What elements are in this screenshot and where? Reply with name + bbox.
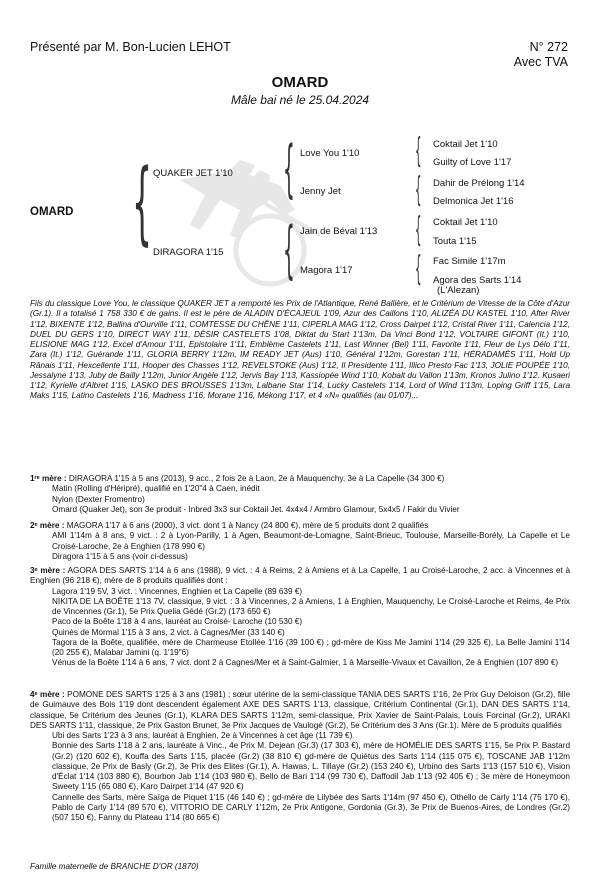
mere1-line: Nylon (Dexter Fromentro) — [52, 494, 145, 504]
brace-sire: { — [283, 132, 295, 205]
mere1-label: 1ʳᵉ mère : — [30, 474, 67, 483]
mere2-line: Diragora 1'15 à 5 ans (voir ci-dessus) — [52, 551, 188, 561]
brace-gen1: { — [132, 150, 153, 255]
brace-ds: { — [415, 210, 422, 250]
mere4-line: Bonnie des Sarts 1'18 à 2 ans, lauréate à Vinc., 4e Prix M. Dejean (Gr.3) (17 303 €), mère de HOMÉLIE DES SARTS 1'15, 5e Prix P. Bastard (Gr.2) (120 602 €), Kouffa des Sarts 1'15, placée (Gr.2) (38 810 €) gd-mère de Quiétus des Sarts 1'14 (115 075 €), TOSCANE JAB 1'12m classique, 2e Prix de Basly (Gr.2), 3e Prix des Elites (Gr.1), A. Hawas, L. Tillaye (Gr.2) (153 240 €), Urbino des Sarts 1'13 (157 510 €), Vision d'Éclat 1'14 (103 880 €), Bourbon Jab 1'14 (103 980 €), Bello de Bari 1'14 (99 730 €), Daffodil Jab 1'13 (92 405 €) ; 3e mère de Honeymoon Sweety 1'15 (65 080 €), Karo Dairpet 1'14 (47 920 €) — [52, 741, 570, 792]
mere2-label: 2ᵉ mère : — [30, 521, 65, 530]
pedigree-dsd: Touta 1'15 — [433, 236, 477, 247]
mere3-line: Quinès de Mormal 1'15 à 3 ans, 2 vict. à Cagnes/Mer (33 140 €) — [52, 627, 285, 637]
section-mere3 — [30, 566, 570, 669]
mere3-line: NIKITA DE LA BOÊTE 1'13 7V, classique, 9 vict. : 3 à Vincennes, 2 à Amiens, 1 à Enghien, Mauquenchy, Le Croisé-Laroche et Reims, 4e Prix de Vincennes (Gr.1), 5e Prix Quelia Gédé (Gr.2) (173 650 €) — [52, 596, 570, 616]
mere4-line: Ubi des Sarts 1'23 à 3 ans, lauréat à Enghien, 2e à Vincennes à cet âge (11 739 €) — [52, 731, 353, 740]
pedigree-sds: Dahir de Prélong 1'14 — [433, 178, 525, 189]
pedigree-ss: Love You 1'10 — [300, 148, 360, 159]
vat-status: Avec TVA — [513, 55, 568, 69]
mere1-head: DIRAGORA 1'15 à 5 ans (2013), 9 acc., 2 fois 2e à Laon, 2e à Mauquenchy, 3e à La Capelle (34 300 €) — [68, 474, 445, 483]
lot-number: N° 272 — [529, 40, 568, 54]
pedigree-dam: DIRAGORA 1'15 — [153, 247, 224, 258]
pedigree-chart — [0, 130, 600, 295]
mere2-line: AMI 1'14m à 8 ans, 9 vict. : 2 à Lyon-Parilly, 1 à Agen, Beaumont-de-Lomagne, Saint-Brieuc, Toulouse, Marseille-Borély, La Capelle et Le Croisé-Laroche, 2e à Enghien (178 990 €) — [52, 531, 570, 551]
brace-dam: { — [283, 213, 295, 286]
mere2-head: MAGORA 1'17 à 6 ans (2000), 3 vict. dont 1 à Nancy (24 800 €), mère de 5 produits dont 2 qualifiés — [66, 521, 429, 530]
pedigree-dds: Fac Simile 1'17m — [433, 256, 506, 267]
section-mere2 — [30, 521, 570, 562]
brace-sd: { — [415, 170, 422, 210]
mere4-label: 4ᵉ mère : — [30, 690, 65, 699]
sire-paragraph: Fils du classique Love You, le classique QUAKER JET a remporté les Prix de l'Atlantique, René Ballière, et le Critérium de Vitesse de la Côte d'Azur (Gr.1). Il a totalisé 1 758 330 € de gains. Il est le père de ALADIN D'ÉCAJEUL 1'09, Azur des Caillons 1'10, ALIZÉA DU KASTEL 1'10, After River 1'12, BIXENTE 1'12, Ballina d'Ourville 1'11, COMTESSE DU CHÊNE 1'11, CIPERLA MAG 1'12, Cross Dairpet 1'12, Cristal River 1'11, Calencia 1'12, DUEL DU GERS 1'10, DIRECT WAY 1'11, DÉSIR CASTELETS 1'08, Diktat du Start 1'13m, Da Vinci Bond 1'12, VOLTAIRE GIFONT (It.) 1'10, ELISIONE MAG 1'12, Excel d'Amour 1'11, Epistolaire 1'11, Emblème Castelets 1'11, Last Winner (Bel) 1'11, Favorite 1'11, Fleur de Lys Délo 1'11, Zara (It.) 1'12, Guérande 1'11, GLORIA BERRY 1'12m, IM READY JET (Aus) 1'10, Général 1'12m, Gorestan 1'11, HÉRADAMÈS 1'11, Hold Up Rânais 1'11, Hexcellente 1'11, Hooper des Chasses 1'12, REVELSTOKE (Aus) 1'12, Il Presidente 1'11, Illico Presto Fac 1'13, JOLIE POUPÉE 1'10, Jessalyne 1'13, Juby de Bailly 1'12m, Junior Angèle 1'12, Jervis Bay 1'13, Kassiopée Wind 1'10, Kobalt du Vallon 1'13m, Kronos Julino 1'12. Kusaeri 1'12, Kyrielle d'Albret 1'15, LASKO DES BROUSSES 1'13m, Lalbane Star 1'14, Lucky Castelets 1'14, Lord of Wind 1'13m, Loping Griff 1'15, Lara Maks 1'15, Latino Castelets 1'16, Madness 1'16, Morane 1'16, Mékong 1'17, et 4 «N» qualifiés (au 01/07)... — [30, 299, 570, 401]
mere1-line: Matin (Rolling d'Héripré), qualifié en 1'20"4 à Caen, inédit — [52, 484, 260, 494]
mere3-line: Vénus de la Boête 1'14 à 6 ans, 7 vict. dont 2 à Cagnes/Mer et à Saint-Galmier, 1 à Marseille-Vivaux et Cavaillon, 2e à Enghien (107 890 €) — [52, 658, 559, 668]
pedigree-ddd-note: (L'Alezan) — [437, 285, 480, 296]
pedigree-ds: Jain de Béval 1'13 — [300, 226, 378, 237]
pedigree-sire: QUAKER JET 1'10 — [153, 168, 233, 179]
brace-dd: { — [415, 249, 422, 289]
pedigree-dss: Coktail Jet 1'10 — [433, 217, 498, 228]
mere4-head: POMONE DES SARTS 1'25 à 3 ans (1981) ; sœur utérine de la semi-classique TANIA DES SARTS 1'16, 2e Prix Guy Deloison (Gr.2), fille de Guimauve des Bois 1'19 dont descendent également AXE DES SARTS 1'13, classique, Critérium Continental (Gr.1), DAN DES SARTS 1'14, classique, 5e Critérium des Jeunes (Gr.1), KLARA DES SARTS 1'12m, semi-classique, Prix Xavier de Saint-Palais, Louis Forcinal (Gr.2), URAKI DES SARTS 1'11, classique, 2e Prix Gaston Brunet, 3e Prix Jacques de Vaulogé (Gr.2), 5e Critérium des 3 Ans (Gr.1). Mère de 5 produits qualifiés — [30, 690, 570, 730]
pedigree-sd: Jenny Jet — [300, 186, 341, 197]
section-mere4 — [30, 690, 570, 823]
horse-name: OMARD — [271, 74, 329, 91]
presenter-line: Présenté par M. Bon-Lucien LEHOT — [30, 40, 231, 54]
pedigree-sss: Coktail Jet 1'10 — [433, 139, 498, 150]
brace-ss: { — [415, 131, 422, 171]
pedigree-ddd: Agora des Sarts 1'14 — [433, 275, 522, 286]
maternal-family: Famille maternelle de BRANCHE D'OR (1870) — [30, 862, 199, 871]
mere3-label: 3ᵉ mère : — [30, 566, 66, 575]
horse-subtitle: Mâle bai né le 25.04.2024 — [230, 93, 370, 107]
mere4-line: Cannelle des Sarts, mère Saïga de Piquet 1'15 (46 140 €) ; gd-mère de Lilybée des Sarts 1'14m (97 450 €), Othello de Carly 1'14 (75 170 €), Pablo de Carly 1'14 (89 570 €), VITTORIO DE CARLY 1'12m, 2e Prix Antigone, Gordonia (Gr.3), 3e Prix de Buenos-Aires, de Londres (Gr.2) (507 150 €), Fanny du Plateau 1'14 (80 665 €) — [52, 792, 570, 822]
mere3-line: Paco de la Boête 1'18 à 4 ans, lauréat au Croisé- Laroche (10 530 €) — [52, 617, 303, 627]
pedigree-ssd: Guilty of Love 1'17 — [433, 157, 512, 168]
mere3-line: Lagora 1'19 5V, 3 vict. : Vincennes, Enghien et La Capelle (89 639 €) — [52, 586, 303, 596]
mere1-line: Omard (Quaker Jet), son 3e produit - Inbred 3x3 sur Coktail Jet. 4x4x4 / Armbro Glamour, 5x4x5 / Fakir du Vivier — [52, 504, 460, 514]
mere3-head: AGORA DES SARTS 1'14 à 6 ans (1988), 9 vict. : 4 à Reims, 2 à Amiens et à La Capelle, 1 au Croisé-Laroche, 2 acc. à Vincennes et à Enghien (96 218 €), mère de 8 produits qualifiés dont : — [30, 566, 571, 586]
pedigree-root: OMARD — [30, 206, 74, 218]
pedigree-sdd: Delmonica Jet 1'16 — [433, 196, 514, 207]
pedigree-dd: Magora 1'17 — [300, 265, 353, 276]
mere3-line: Tagora de la Boête, qualifiée, mère de Charmeuse Etollée 1'16 (39 100 €) ; gd-mère de Kiss Me Jamini 1'14 (29 325 €), La Belle Jamini 1'14 (20 255 €), Malabar Jamini (q. 1'19"6) — [52, 637, 570, 657]
section-mere1 — [30, 474, 570, 515]
